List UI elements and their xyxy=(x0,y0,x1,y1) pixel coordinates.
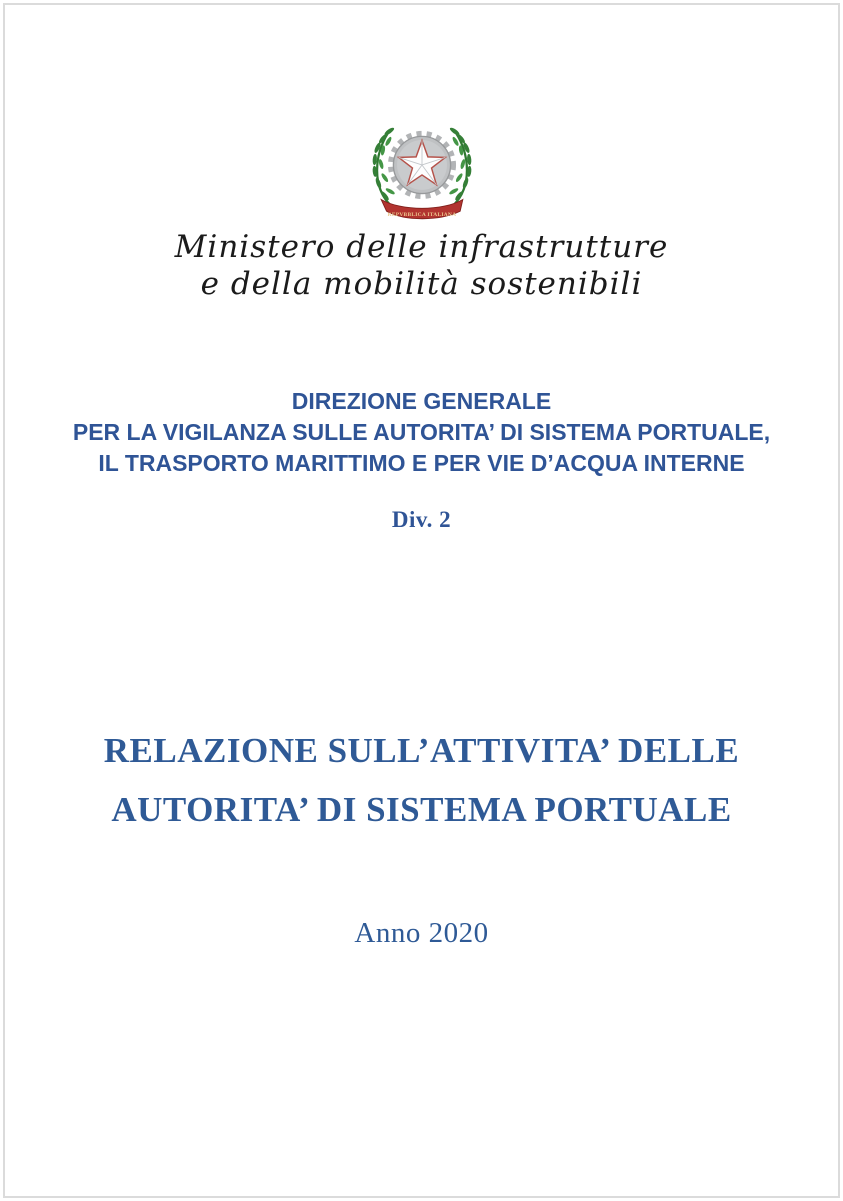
direzione-line3: IL TRASPORTO MARITTIMO E PER VIE D’ACQUA INTERNE xyxy=(98,450,745,476)
ministry-name xyxy=(0,229,843,303)
division-label: Div. 2 xyxy=(391,507,452,532)
emblem-ribbon-text: REPVBBLICA ITALIANA xyxy=(387,212,456,219)
report-title xyxy=(0,721,843,839)
direzione-line2: PER LA VIGILANZA SULLE AUTORITA’ DI SISTEMA PORTUALE, xyxy=(72,419,771,445)
direzione-line1: DIREZIONE GENERALE xyxy=(291,388,552,414)
report-year: Anno 2020 xyxy=(354,917,489,949)
italy-emblem xyxy=(0,114,843,225)
ministry-name-line1: Ministero delle infrastrutture xyxy=(174,229,669,265)
report-title-line2: AUTORITA’ DI SISTEMA PORTUALE xyxy=(111,790,732,829)
report-title-line1: RELAZIONE SULL’ATTIVITA’ DELLE xyxy=(103,731,740,770)
ribbon-banner xyxy=(381,199,463,218)
italy-emblem-icon xyxy=(363,114,481,225)
ministry-name-line2: e della mobilità sostenibili xyxy=(200,266,643,302)
direzione-generale-heading xyxy=(0,386,843,479)
wreath-left-branch xyxy=(372,126,395,204)
